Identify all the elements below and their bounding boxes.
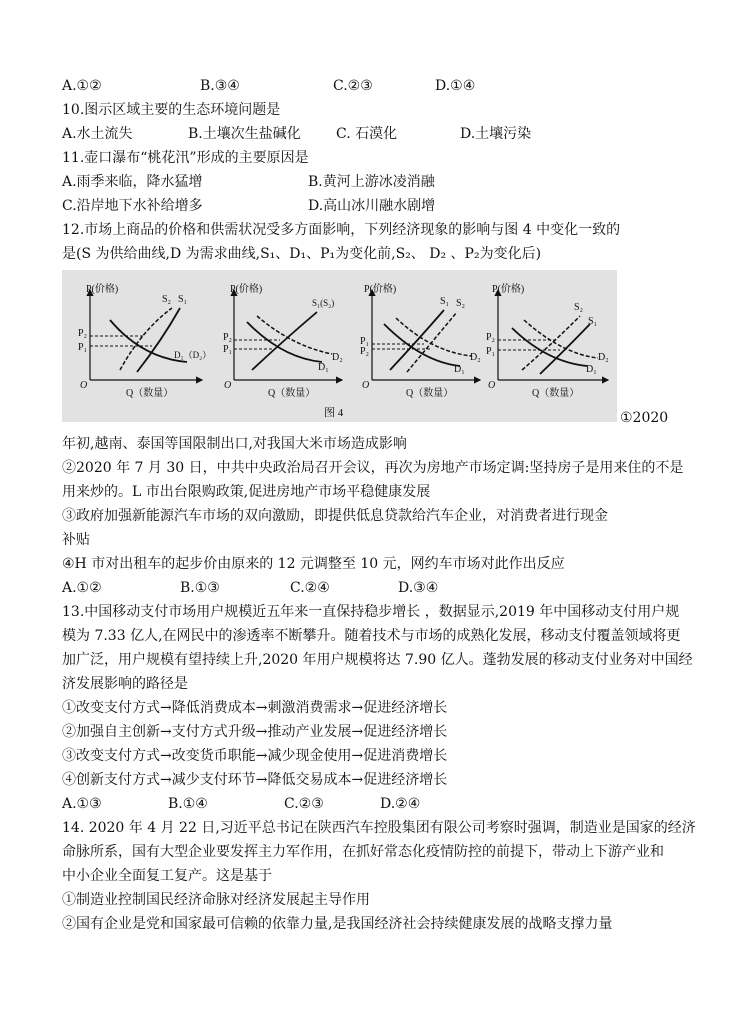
panel1-label-p2: P₂ <box>78 328 88 339</box>
q12-stem-line2: 是(S 为供给曲线,D 为需求曲线,S₁、D₁、P₁为变化前,S₂、 D₂ 、P₂为变化后) <box>62 246 542 262</box>
q12-option-d: D.③④ <box>398 580 439 596</box>
q13-option-c: C.②③ <box>284 796 324 812</box>
panel4-label-d2: D₂ <box>598 352 609 363</box>
figure-caption: 图 4 <box>324 407 344 419</box>
panel1-label-s2: S₂ <box>162 294 172 305</box>
panel2-x-label: Q（数量） <box>268 388 316 399</box>
q13-option-a: A.①③ <box>62 796 102 812</box>
panel1-origin: O <box>80 380 88 391</box>
q12-item2-line2: 用来炒的。L 市出台限购政策,促进房地产市场平稳健康发展 <box>62 484 431 500</box>
q13-item3: ③改变支付方式→改变货币职能→减少现金使用→促进消费增长 <box>62 748 448 764</box>
q12-option-b: B.①③ <box>180 580 220 596</box>
q13-item4: ④创新支付方式→减少支付环节→降低交易成本→促进经济增长 <box>62 772 448 788</box>
q10-option-c: C. 石漠化 <box>336 126 398 142</box>
q14-stem-line2: 命脉所系，国有大型企业要发挥主力军作用，在抓好常态化疫情防控的前提下，带动上下游产业和 <box>62 844 664 860</box>
panel3-label-p2: P₂ <box>360 346 370 357</box>
panel1-label-s1: S₁ <box>178 294 188 305</box>
panel4-label-s1: S₁ <box>588 316 598 327</box>
q12-stem-line1: 12.市场上商品的价格和供需状况受多方面影响，下列经济现象的影响与图 4 中变化一致的 <box>62 222 621 238</box>
panel1-label-p1: P₁ <box>78 342 88 353</box>
panel4-label-s2: S₂ <box>574 302 584 313</box>
panel4-label-p1: P₁ <box>486 346 496 357</box>
q9-option-c: C.②③ <box>333 78 373 94</box>
figure-panel-1 <box>78 282 211 399</box>
panel1-x-label: Q（数量） <box>126 388 174 399</box>
q12-item3-line1: ③政府加强新能源汽车市场的双向激励，即提供低息贷款给汽车企业，对消费者进行现金 <box>62 508 608 524</box>
panel3-label-d2: D₂ <box>470 352 481 363</box>
q11-option-a: A.雨季来临，降水猛增 <box>62 174 203 190</box>
panel3-label-s2: S₂ <box>456 298 466 309</box>
q12-item2-line1: ②2020 年 7 月 30 日，中共中央政治局召开会议，再次为房地产市场定调:坚持房子是用来住的不是 <box>62 460 684 476</box>
q10-option-d: D.土壤污染 <box>460 126 532 142</box>
q9-option-a: A.①② <box>62 78 102 94</box>
q12-item3-line2: 补贴 <box>62 532 90 548</box>
figure-4 <box>62 270 617 422</box>
panel2-label-s: S₁(S₂) <box>312 298 335 308</box>
q12-item1-rest: 年初,越南、泰国等国限制出口,对我国大米市场造成影响 <box>62 436 407 452</box>
q13-stem-line3: 加广泛，用户规模有望持续上升,2020 年用户规模将达 7.90 亿人。蓬勃发展的移动支付业务对中国经 <box>62 652 693 668</box>
q11-option-d: D.高山冰川融水剧增 <box>308 198 436 214</box>
panel2-label-d2: D₂ <box>332 352 343 363</box>
figure-panel-2 <box>223 282 343 399</box>
q10-option-a: A.水土流失 <box>62 126 133 142</box>
panel2-y-label: P(价格) <box>230 284 263 295</box>
q13-stem-line4: 济发展影响的路径是 <box>62 676 188 692</box>
panel2-label-d1: D₁ <box>318 362 329 373</box>
panel3-x-label: Q（数量） <box>406 388 454 399</box>
q14-item1: ①制造业控制国民经济命脉对经济发展起主导作用 <box>62 892 370 908</box>
panel4-label-d1: D₁ <box>586 364 597 375</box>
q10-option-b: B.土壤次生盐碱化 <box>188 126 301 142</box>
q11-option-c: C.沿岸地下水补给增多 <box>62 198 203 214</box>
q12-option-c: C.②④ <box>290 580 330 596</box>
figure-panel-3 <box>360 282 481 399</box>
panel4-x-label: Q（数量） <box>532 388 580 399</box>
panel3-label-s1: S₁ <box>440 296 450 307</box>
q12-option-a: A.①② <box>62 580 102 596</box>
panel3-y-label: P(价格) <box>364 284 397 295</box>
panel1-label-d: D₁（D₂） <box>174 350 212 360</box>
q14-item2: ②国有企业是党和国家最可信赖的依靠力量,是我国经济社会持续健康发展的战略支撑力量 <box>62 916 613 932</box>
panel2-origin: O <box>224 380 232 391</box>
q11-stem: 11.壶口瀑布“桃花汛”形成的主要原因是 <box>62 150 309 166</box>
q14-stem-line3: 中小企业全面复工复产。这是基于 <box>62 868 272 884</box>
q13-stem-line2: 模为 7.33 亿人,在网民中的渗透率不断攀升。随着技术与市场的成熟化发展，移动支付覆盖领域将更 <box>62 628 681 644</box>
figure-panel-4 <box>486 282 609 399</box>
q10-stem: 10.图示区域主要的生态环境问题是 <box>62 102 281 118</box>
panel3-origin: O <box>362 380 370 391</box>
q14-stem-line1: 14. 2020 年 4 月 22 日,习近平总书记在陕西汽车控股集团有限公司考察时强调，制造业是国家的经济 <box>62 820 696 836</box>
panel1-y-label: P(价格) <box>86 284 119 295</box>
q9-option-d: D.①④ <box>435 78 476 94</box>
panel3-label-p1: P₁ <box>360 336 370 347</box>
q12-item1-start: ①2020 <box>620 410 669 426</box>
q11-option-b: B.黄河上游冰凌消融 <box>308 174 435 190</box>
panel2-label-p2: P₂ <box>223 332 233 343</box>
q13-item2: ②加强自主创新→支付方式升级→推动产业发展→促进经济增长 <box>62 724 448 740</box>
q13-option-d: D.②④ <box>380 796 421 812</box>
panel2-label-p1: P₁ <box>223 344 233 355</box>
q13-stem-line1: 13.中国移动支付市场用户规模近五年来一直保持稳步增长 ，数据显示,2019 年中国移动支付用户规 <box>62 604 680 620</box>
q12-item4: ④H 市对出租车的起步价由原来的 12 元调整至 10 元，网约车市场对此作出反应 <box>62 556 565 572</box>
panel4-label-p2: P₂ <box>486 332 496 343</box>
panel3-label-d1: D₁ <box>454 364 465 375</box>
q13-item1: ①改变支付方式→降低消费成本→刺激消费需求→促进经济增长 <box>62 700 448 716</box>
q9-option-b: B.③④ <box>200 78 240 94</box>
panel4-y-label: P(价格) <box>492 284 525 295</box>
panel4-origin: O <box>488 380 496 391</box>
q13-option-b: B.①④ <box>168 796 208 812</box>
